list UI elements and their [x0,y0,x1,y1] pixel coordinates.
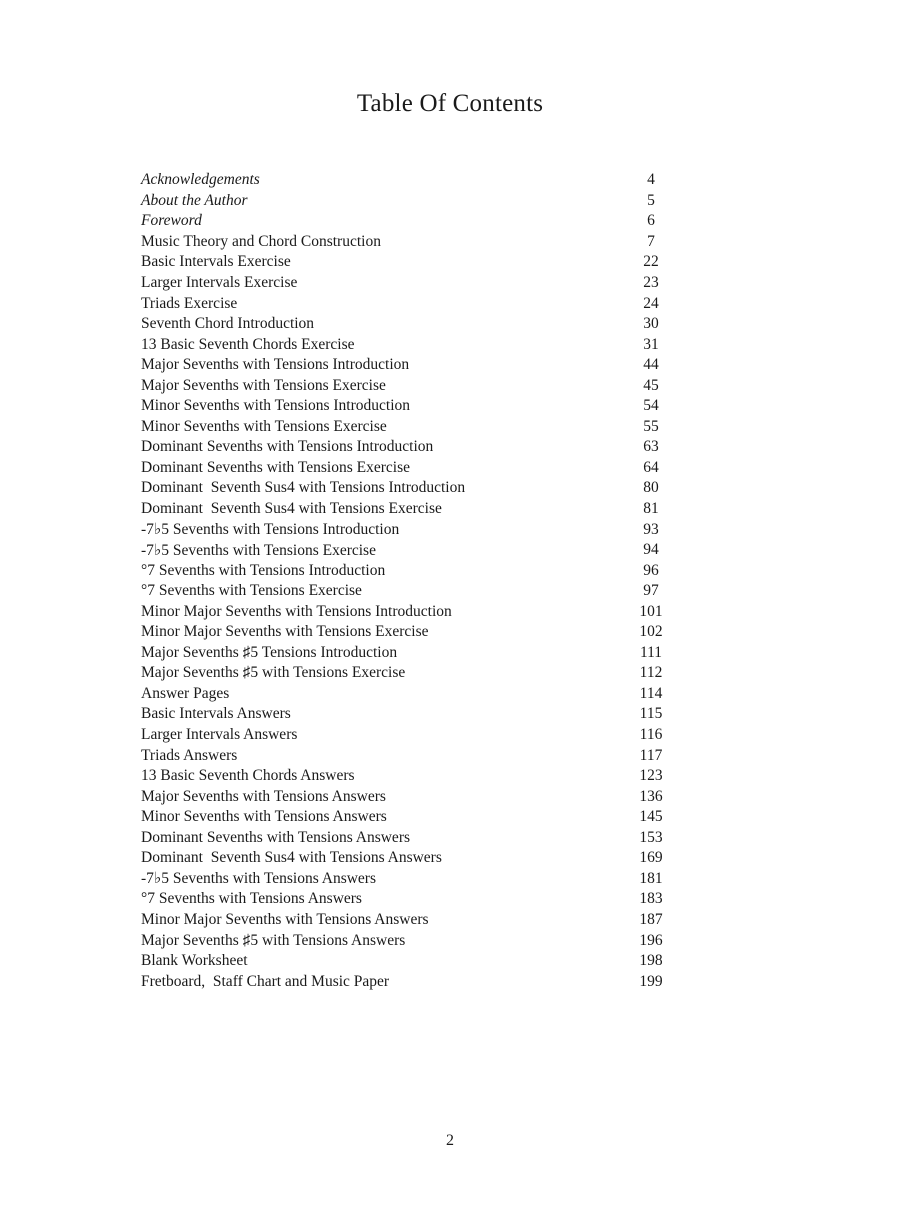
toc-entry-page: 7 [647,232,655,250]
toc-entry-page: 114 [639,684,663,702]
toc-entry [141,869,681,890]
toc-entry-page: 187 [639,910,663,928]
toc-entry-title: Minor Sevenths with Tensions Answers [141,808,387,826]
toc-entry [141,314,681,335]
toc-entry-title: -7♭5 Sevenths with Tensions Answers [141,870,376,888]
toc-entry-page: 45 [643,376,659,394]
toc-entry-page: 55 [643,417,659,435]
toc-entry [141,252,681,273]
toc-entry-title: Minor Major Sevenths with Tensions Exercise [141,623,429,641]
toc-entry-page: 123 [639,767,663,785]
toc-entry-page: 196 [639,931,663,949]
toc-entry [141,560,681,581]
toc-entry-title: Dominant Sevenths with Tensions Introduction [141,438,434,456]
toc-entry-title: Major Sevenths ♯5 Tensions Introduction [141,643,398,661]
page-number: 2 [446,1132,454,1149]
toc-entry-title: Dominant Seventh Sus4 with Tensions Answers [141,849,442,867]
toc-entry-page: 199 [639,972,663,990]
toc-entry-title: Minor Major Sevenths with Tensions Introduction [141,602,452,620]
toc-entry-title: Major Sevenths with Tensions Exercise [141,376,386,394]
toc-entry-title: °7 Sevenths with Tensions Exercise [141,582,362,600]
toc-entry-page: 5 [647,191,655,209]
toc-entry-page: 44 [643,356,659,374]
toc-entry-page: 94 [643,541,659,559]
toc-entry-title: Triads Exercise [141,294,238,312]
toc-entry-page: 115 [639,705,663,723]
toc-entry [141,273,681,294]
toc-entry-title: Dominant Seventh Sus4 with Tensions Introduction [141,479,466,497]
toc-entry-title: Major Sevenths with Tensions Introduction [141,356,410,374]
toc-entry [141,417,681,438]
table-of-contents [141,170,681,992]
toc-entry-title: Minor Sevenths with Tensions Introduction [141,397,411,415]
toc-entry [141,951,681,972]
toc-entry [141,828,681,849]
toc-entry-page: 198 [639,952,663,970]
toc-entry-title: Music Theory and Chord Construction [141,232,381,250]
toc-entry-page: 136 [639,787,663,805]
toc-entry-title: Major Sevenths ♯5 with Tensions Answers [141,931,406,949]
toc-entry [141,622,681,643]
toc-entry [141,478,681,499]
toc-entry-title: 13 Basic Seventh Chords Answers [141,767,355,785]
toc-entry-page: 112 [639,664,663,682]
toc-entry-title: °7 Sevenths with Tensions Introduction [141,561,386,579]
toc-entry-title: Answer Pages [141,684,230,702]
toc-entry [141,581,681,602]
toc-entry [141,643,681,664]
toc-entry-title: 13 Basic Seventh Chords Exercise [141,335,355,353]
toc-entry [141,704,681,725]
toc-entry [141,910,681,931]
toc-entry-page: 101 [639,602,663,620]
toc-entry-title: About the Author [141,191,248,209]
toc-entry [141,499,681,520]
toc-entry-page: 96 [643,561,659,579]
toc-entry [141,786,681,807]
toc-entry [141,601,681,622]
toc-entry [141,889,681,910]
toc-entry-page: 81 [643,500,659,518]
toc-entry-page: 117 [639,746,663,764]
toc-entry-page: 102 [639,623,663,641]
toc-entry-title: Dominant Sevenths with Tensions Answers [141,828,411,846]
toc-entry [141,848,681,869]
toc-entry-title: Foreword [141,212,202,230]
toc-entry [141,211,681,232]
toc-entry-title: Major Sevenths with Tensions Answers [141,787,386,805]
toc-entry [141,519,681,540]
toc-entry-title: Minor Major Sevenths with Tensions Answers [141,910,429,928]
toc-entry-page: 54 [643,397,659,415]
toc-entry-page: 22 [643,253,659,271]
toc-entry-title: -7♭5 Sevenths with Tensions Exercise [141,541,376,559]
toc-entry [141,355,681,376]
toc-entry-title: Triads Answers [141,746,238,764]
toc-entry [141,375,681,396]
toc-entry-page: 63 [643,438,659,456]
toc-entry-title: Seventh Chord Introduction [141,315,315,333]
toc-entry [141,191,681,212]
toc-entry [141,540,681,561]
toc-entry-title: Dominant Sevenths with Tensions Exercise [141,458,410,476]
toc-entry [141,170,681,191]
toc-entry [141,971,681,992]
toc-entry-title: Basic Intervals Answers [141,705,291,723]
toc-entry [141,766,681,787]
toc-entry-page: 153 [639,828,663,846]
toc-entry-title: Major Sevenths ♯5 with Tensions Exercise [141,664,406,682]
toc-entry-title: Dominant Seventh Sus4 with Tensions Exercise [141,500,442,518]
toc-entry [141,930,681,951]
toc-entry-page: 145 [639,808,663,826]
toc-entry [141,458,681,479]
page-title: Table Of Contents [356,90,544,117]
toc-entry [141,232,681,253]
toc-entry [141,437,681,458]
toc-entry-page: 183 [639,890,663,908]
toc-entry-page: 97 [643,582,659,600]
toc-entry-page: 169 [639,849,663,867]
toc-entry [141,396,681,417]
toc-entry-title: Larger Intervals Exercise [141,274,298,291]
toc-entry-title: °7 Sevenths with Tensions Answers [141,890,362,908]
toc-entry-page: 23 [643,274,659,291]
toc-entry-page: 111 [639,643,663,661]
toc-entry [141,684,681,705]
toc-entry [141,807,681,828]
toc-entry-page: 6 [647,212,655,230]
toc-entry-page: 80 [643,479,659,497]
toc-entry-title: Larger Intervals Answers [141,726,298,744]
toc-entry-title: Fretboard, Staff Chart and Music Paper [141,972,390,990]
toc-entry-page: 64 [643,458,659,476]
toc-entry-page: 4 [647,171,655,189]
toc-entry-page: 24 [643,294,659,312]
toc-entry-page: 116 [639,726,663,744]
toc-entry [141,745,681,766]
toc-entry [141,334,681,355]
toc-entry-title: Minor Sevenths with Tensions Exercise [141,417,387,435]
toc-entry-page: 181 [639,869,663,887]
toc-entry-title: Basic Intervals Exercise [141,253,291,271]
toc-entry-page: 30 [643,315,659,333]
toc-entry [141,293,681,314]
toc-entry-title: -7♭5 Sevenths with Tensions Introduction [141,521,400,539]
toc-entry-title: Acknowledgements [141,171,260,189]
toc-entry-page: 31 [643,335,659,353]
toc-entry-title: Blank Worksheet [141,952,248,970]
toc-entry-page: 93 [643,520,659,538]
toc-entry [141,725,681,746]
toc-entry [141,663,681,684]
